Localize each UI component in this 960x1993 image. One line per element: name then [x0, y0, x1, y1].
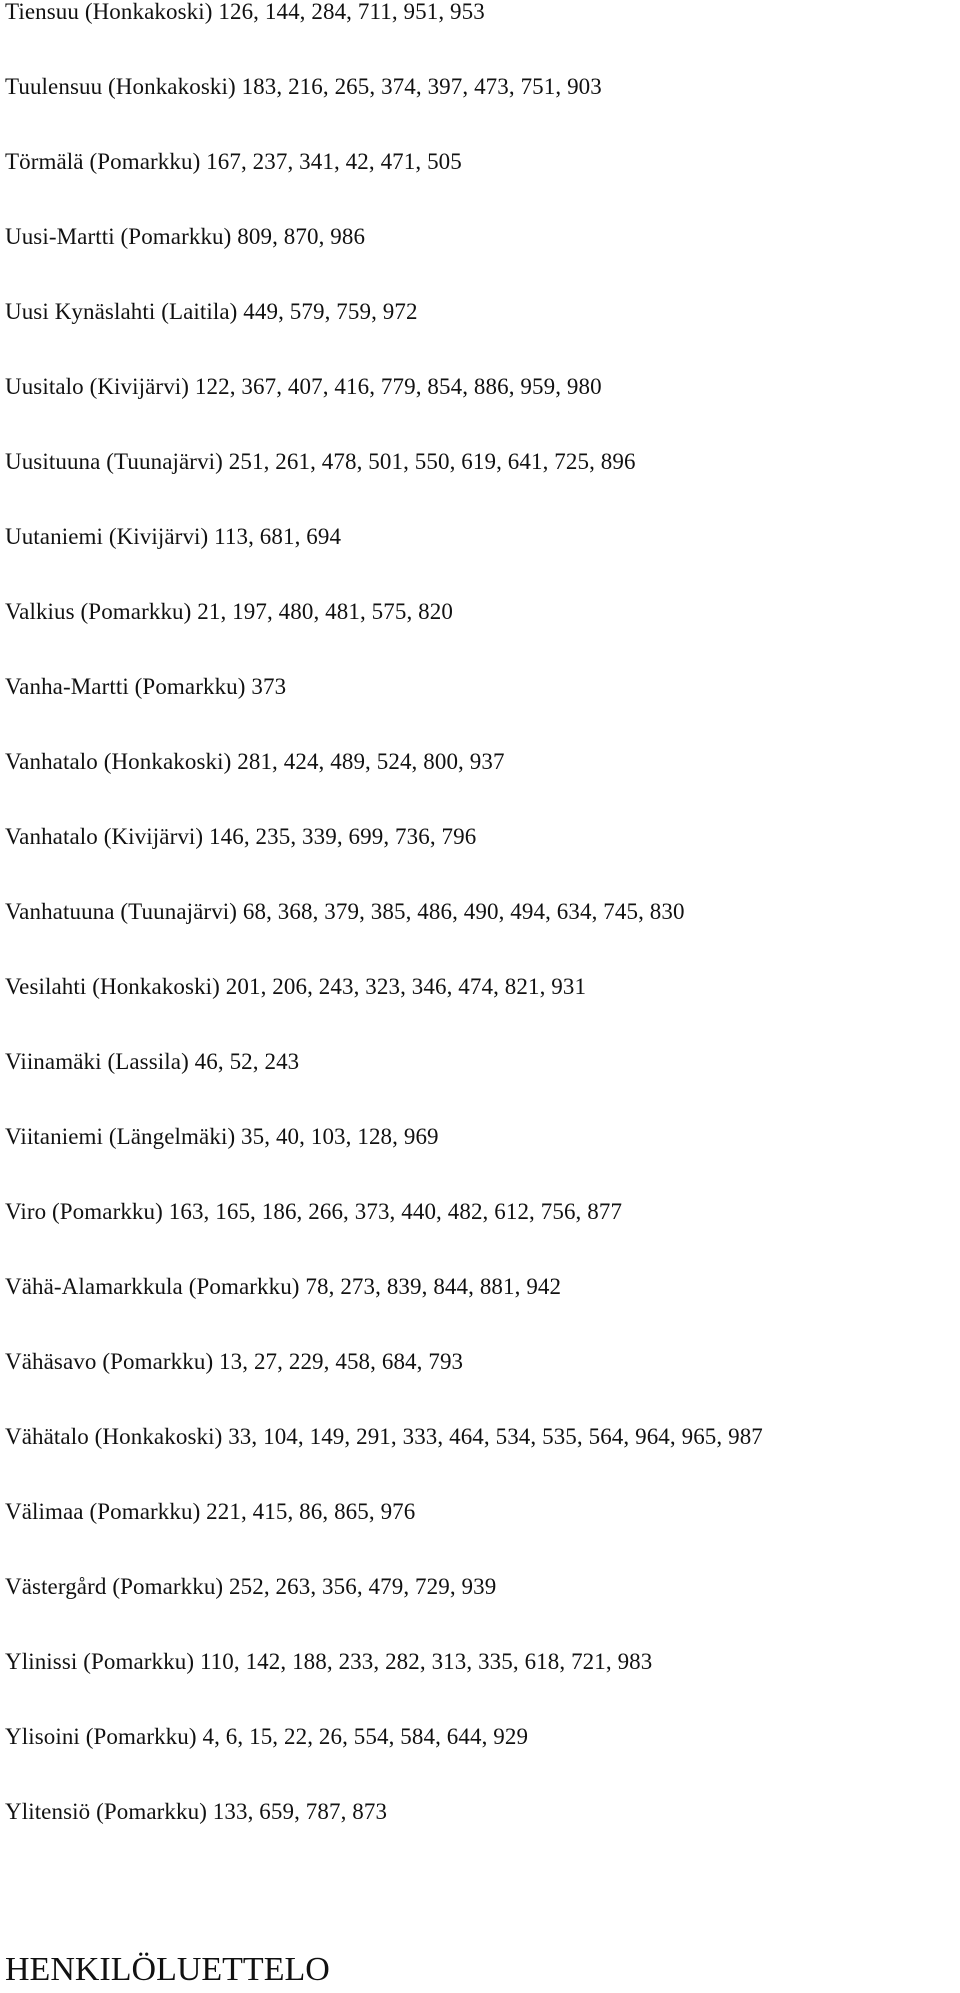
index-entry: Tiensuu (Honkakoski) 126, 144, 284, 711, 951, 953 [5, 0, 485, 24]
index-entry: Vanhatalo (Honkakoski) 281, 424, 489, 524, 800, 937 [5, 749, 505, 774]
place-index-list [5, 0, 960, 1872]
index-entry: Vanhatalo (Kivijärvi) 146, 235, 339, 699, 736, 796 [5, 824, 477, 849]
index-entry: Västergård (Pomarkku) 252, 263, 356, 479, 729, 939 [5, 1574, 497, 1599]
section-heading: HENKILÖLUETTELO [5, 1951, 330, 1988]
index-entry: Viinamäki (Lassila) 46, 52, 243 [5, 1049, 300, 1074]
index-entry: Vähä-Alamarkkula (Pomarkku) 78, 273, 839, 844, 881, 942 [5, 1274, 562, 1299]
index-entry: Vesilahti (Honkakoski) 201, 206, 243, 323, 346, 474, 821, 931 [5, 974, 587, 999]
index-entry: Uutaniemi (Kivijärvi) 113, 681, 694 [5, 524, 342, 549]
index-entry: Ylisoini (Pomarkku) 4, 6, 15, 22, 26, 554, 584, 644, 929 [5, 1724, 529, 1749]
index-entry: Viro (Pomarkku) 163, 165, 186, 266, 373, 440, 482, 612, 756, 877 [5, 1199, 623, 1224]
index-entry: Välimaa (Pomarkku) 221, 415, 86, 865, 976 [5, 1499, 416, 1524]
index-entry: Uusi-Martti (Pomarkku) 809, 870, 986 [5, 224, 366, 249]
index-entry: Ylitensiö (Pomarkku) 133, 659, 787, 873 [5, 1799, 388, 1824]
index-entry: Uusituuna (Tuunajärvi) 251, 261, 478, 501, 550, 619, 641, 725, 896 [5, 449, 636, 474]
index-entry: Uusitalo (Kivijärvi) 122, 367, 407, 416, 779, 854, 886, 959, 980 [5, 374, 602, 399]
index-entry: Vanhatuuna (Tuunajärvi) 68, 368, 379, 385, 486, 490, 494, 634, 745, 830 [5, 899, 685, 924]
index-entry: Vähäsavo (Pomarkku) 13, 27, 229, 458, 684, 793 [5, 1349, 464, 1374]
index-entry: Ylinissi (Pomarkku) 110, 142, 188, 233, 282, 313, 335, 618, 721, 983 [5, 1649, 653, 1674]
index-entry: Uusi Kynäslahti (Laitila) 449, 579, 759, 972 [5, 299, 418, 324]
index-entry: Vähätalo (Honkakoski) 33, 104, 149, 291, 333, 464, 534, 535, 564, 964, 965, 987 [5, 1424, 763, 1449]
index-entry: Törmälä (Pomarkku) 167, 237, 341, 42, 471, 505 [5, 149, 462, 174]
index-entry: Valkius (Pomarkku) 21, 197, 480, 481, 575, 820 [5, 599, 453, 624]
index-entry: Tuulensuu (Honkakoski) 183, 216, 265, 374, 397, 473, 751, 903 [5, 74, 602, 99]
index-entry: Viitaniemi (Längelmäki) 35, 40, 103, 128, 969 [5, 1124, 439, 1149]
index-entry: Vanha-Martti (Pomarkku) 373 [5, 674, 287, 699]
